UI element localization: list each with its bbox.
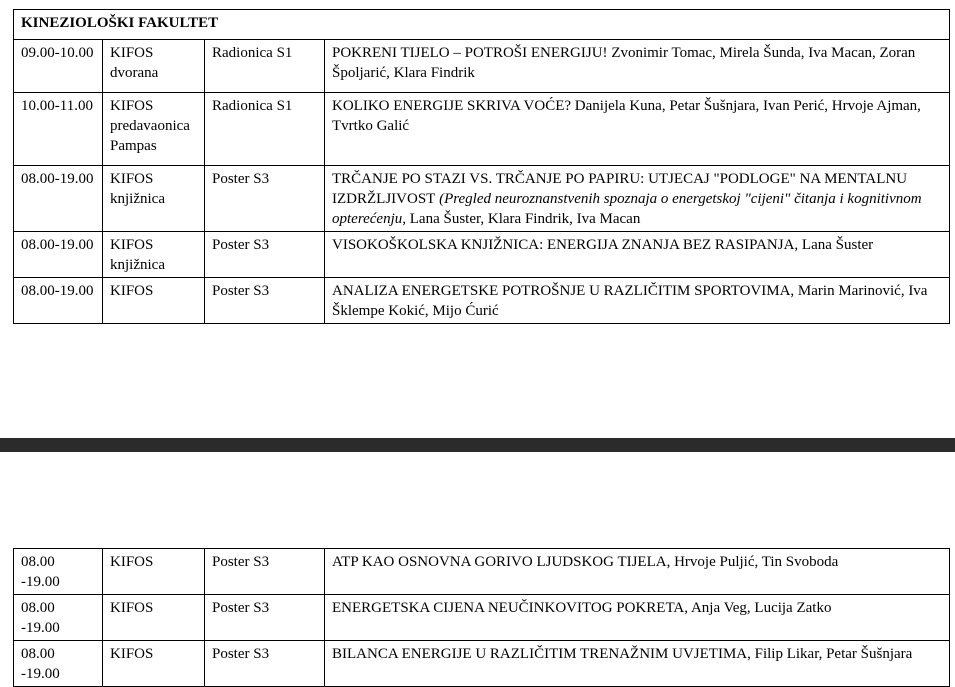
table-row — [14, 232, 950, 278]
event-authors: Anja Veg, Lucija Zatko — [688, 600, 832, 616]
event-note: (Pregled neuroznanstvenih spoznaja o energetskoj "cijeni" čitanja i kognitivnom opterećenju, — [332, 191, 922, 227]
time-cell: 08.00 -19.00 — [14, 549, 103, 595]
event-cell — [325, 166, 950, 232]
time-cell: 08.00 -19.00 — [14, 641, 103, 687]
time-cell: 08.00 -19.00 — [14, 595, 103, 641]
event-title: TRČANJE PO STAZI VS. TRČANJE PO PAPIRU: UTJECAJ "PODLOGE" NA MENTALNU IZDRŽLJIVOST — [332, 171, 908, 207]
location-cell: KIFOS knjižnica — [103, 166, 205, 232]
location-cell: KIFOS knjižnica — [103, 232, 205, 278]
session-type-cell: Poster S3 — [205, 549, 325, 595]
time-cell: 08.00-19.00 — [14, 166, 103, 232]
location-cell: KIFOS — [103, 549, 205, 595]
page-divider — [0, 438, 955, 452]
event-authors: Danijela Kuna, Petar Šušnjara, Ivan Perić, Hrvoje Ajman, Tvrtko Galić — [332, 98, 921, 134]
event-title: POKRENI TIJELO – POTROŠI ENERGIJU! — [332, 45, 608, 61]
event-cell — [325, 549, 950, 595]
session-type-cell: Poster S3 — [205, 641, 325, 687]
table-row — [14, 166, 950, 232]
table-row — [14, 641, 950, 687]
location-cell: KIFOS — [103, 641, 205, 687]
table-row — [14, 40, 950, 93]
event-title: ATP KAO OSNOVNA GORIVO LJUDSKOG TIJELA, — [332, 554, 671, 570]
session-type-cell: Poster S3 — [205, 232, 325, 278]
table-row — [14, 278, 950, 324]
event-authors: Lana Šuster — [798, 237, 874, 253]
location-cell: KIFOS dvorana — [103, 40, 205, 93]
table-row — [14, 549, 950, 595]
event-authors: Hrvoje Puljić, Tin Svoboda — [670, 554, 839, 570]
time-cell: 09.00-10.00 — [14, 40, 103, 93]
event-cell — [325, 595, 950, 641]
event-title: ENERGETSKA CIJENA NEUČINKOVITOG POKRETA, — [332, 600, 689, 616]
event-title: ANALIZA ENERGETSKE POTROŠNJE U RAZLIČITIM SPORTOVIMA, — [332, 283, 795, 299]
event-authors: Lana Šuster, Klara Findrik, Iva Macan — [406, 211, 641, 227]
event-authors: Marin Marinović, Iva Šklempe Kokić, Mijo Ćurić — [332, 283, 928, 319]
schedule-table-bottom — [13, 548, 950, 687]
session-type-cell: Poster S3 — [205, 595, 325, 641]
event-cell — [325, 641, 950, 687]
schedule-table-top — [13, 9, 950, 324]
table-row — [14, 93, 950, 166]
location-cell: KIFOS — [103, 595, 205, 641]
location-cell: KIFOS predavaonica Pampas — [103, 93, 205, 166]
event-cell — [325, 232, 950, 278]
time-cell: 10.00-11.00 — [14, 93, 103, 166]
event-authors: Filip Likar, Petar Šušnjara — [750, 646, 913, 662]
location-cell: KIFOS — [103, 278, 205, 324]
event-authors: Zvonimir Tomac, Mirela Šunda, Iva Macan, Zoran Špoljarić, Klara Findrik — [332, 45, 916, 81]
event-title: KOLIKO ENERGIJE SKRIVA VOĆE? — [332, 98, 572, 114]
faculty-header-row — [14, 10, 950, 40]
faculty-title: KINEZIOLOŠKI FAKULTET — [14, 10, 950, 40]
session-type-cell: Radionica S1 — [205, 93, 325, 166]
event-title: BILANCA ENERGIJE U RAZLIČITIM TRENAŽNIM UVJETIMA, — [332, 646, 751, 662]
session-type-cell: Radionica S1 — [205, 40, 325, 93]
table-row — [14, 595, 950, 641]
event-cell — [325, 278, 950, 324]
session-type-cell: Poster S3 — [205, 278, 325, 324]
event-cell — [325, 93, 950, 166]
event-cell — [325, 40, 950, 93]
time-cell: 08.00-19.00 — [14, 278, 103, 324]
event-title: VISOKOŠKOLSKA KNJIŽNICA: ENERGIJA ZNANJA BEZ RASIPANJA, — [332, 237, 799, 253]
time-cell: 08.00-19.00 — [14, 232, 103, 278]
session-type-cell: Poster S3 — [205, 166, 325, 232]
